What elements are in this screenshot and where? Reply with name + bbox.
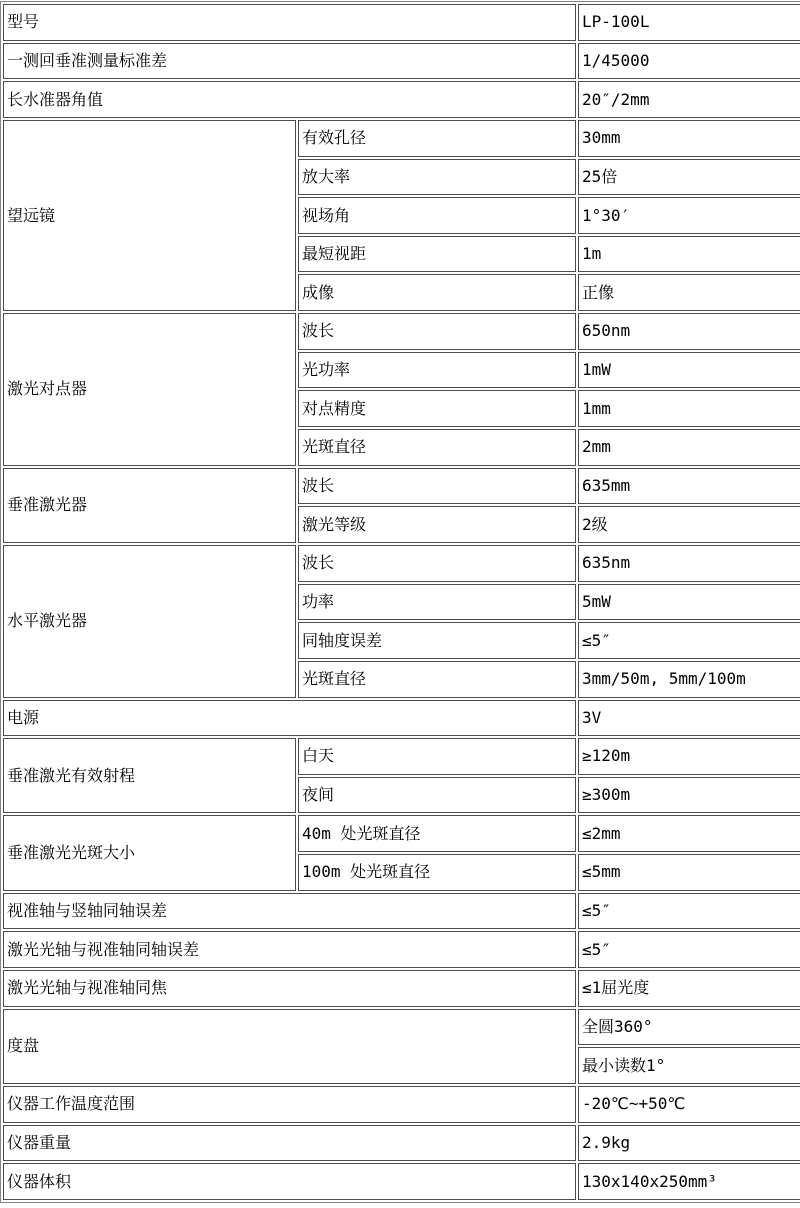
- spec-group-cell: 激光对点器: [3, 313, 296, 466]
- spec-value-cell: 650nm: [578, 313, 800, 350]
- spec-value-cell: ≤1屈光度: [578, 970, 800, 1007]
- spec-sub-cell: 最短视距: [298, 236, 576, 273]
- table-row: [3, 468, 800, 505]
- spec-sub-cell: 同轴度误差: [298, 622, 576, 659]
- table-row: [3, 893, 800, 930]
- spec-label-cell: 一测回垂准测量标准差: [3, 43, 576, 80]
- spec-sub-cell: 对点精度: [298, 390, 576, 427]
- spec-value-cell: 5mW: [578, 584, 800, 621]
- spec-value-cell: 635nm: [578, 545, 800, 582]
- spec-value-cell: LP-100L: [578, 4, 800, 41]
- spec-sub-cell: 成像: [298, 274, 576, 311]
- spec-value-cell: 最小读数1°: [578, 1047, 800, 1084]
- spec-label-cell: 仪器工作温度范围: [3, 1086, 576, 1123]
- spec-group-cell: 垂准激光器: [3, 468, 296, 543]
- table-row: [3, 545, 800, 582]
- spec-value-cell: 3mm/50m, 5mm/100m: [578, 661, 800, 698]
- spec-value-cell: 1mW: [578, 352, 800, 389]
- table-row: [3, 970, 800, 1007]
- spec-label-cell: 视准轴与竖轴同轴误差: [3, 893, 576, 930]
- spec-sub-cell: 光斑直径: [298, 429, 576, 466]
- spec-value-cell: 1°30′: [578, 197, 800, 234]
- spec-sub-cell: 功率: [298, 584, 576, 621]
- spec-value-cell: 2mm: [578, 429, 800, 466]
- table-row: [3, 4, 800, 41]
- spec-sub-cell: 放大率: [298, 159, 576, 196]
- spec-label-cell: 激光光轴与视准轴同轴误差: [3, 931, 576, 968]
- table-row: [3, 931, 800, 968]
- spec-sub-cell: 光功率: [298, 352, 576, 389]
- spec-label-cell: 激光光轴与视准轴同焦: [3, 970, 576, 1007]
- spec-sub-cell: 有效孔径: [298, 120, 576, 157]
- spec-value-cell: 635mm: [578, 468, 800, 505]
- table-row: [3, 1009, 800, 1046]
- spec-sub-cell: 波长: [298, 468, 576, 505]
- spec-value-cell: 1mm: [578, 390, 800, 427]
- spec-sub-cell: 夜间: [298, 777, 576, 814]
- spec-sub-cell: 激光等级: [298, 506, 576, 543]
- spec-value-cell: 1/45000: [578, 43, 800, 80]
- spec-value-cell: 1m: [578, 236, 800, 273]
- spec-value-cell: ≥300m: [578, 777, 800, 814]
- spec-value-cell: 2.9kg: [578, 1125, 800, 1162]
- spec-value-cell: 130x140x250mm³: [578, 1163, 800, 1200]
- table-row: [3, 1163, 800, 1200]
- table-row: [3, 700, 800, 737]
- spec-value-cell: 2级: [578, 506, 800, 543]
- spec-value-cell: ≤5″: [578, 893, 800, 930]
- table-row: [3, 313, 800, 350]
- spec-value-cell: 正像: [578, 274, 800, 311]
- spec-group-cell: 望远镜: [3, 120, 296, 311]
- spec-label-cell: 型号: [3, 4, 576, 41]
- table-row: [3, 738, 800, 775]
- spec-sub-cell: 光斑直径: [298, 661, 576, 698]
- spec-value-cell: 3V: [578, 700, 800, 737]
- table-row: [3, 81, 800, 118]
- spec-label-cell: 仪器重量: [3, 1125, 576, 1162]
- spec-sub-cell: 波长: [298, 313, 576, 350]
- table-row: [3, 1125, 800, 1162]
- spec-group-cell: 垂准激光有效射程: [3, 738, 296, 813]
- spec-group-cell: 水平激光器: [3, 545, 296, 698]
- spec-value-cell: 30mm: [578, 120, 800, 157]
- spec-value-cell: ≤5mm: [578, 854, 800, 891]
- table-row: [3, 815, 800, 852]
- spec-value-cell: 全圆360°: [578, 1009, 800, 1046]
- spec-group-cell: 垂准激光光斑大小: [3, 815, 296, 890]
- spec-label-cell: 仪器体积: [3, 1163, 576, 1200]
- spec-table: [0, 1, 800, 1203]
- spec-sub-cell: 波长: [298, 545, 576, 582]
- spec-value-cell: -20℃~+50℃: [578, 1086, 800, 1123]
- spec-label-cell: 电源: [3, 700, 576, 737]
- spec-value-cell: ≥120m: [578, 738, 800, 775]
- spec-sub-cell: 视场角: [298, 197, 576, 234]
- spec-label-cell: 度盘: [3, 1009, 576, 1084]
- spec-value-cell: ≤5″: [578, 622, 800, 659]
- spec-value-cell: ≤2mm: [578, 815, 800, 852]
- table-row: [3, 43, 800, 80]
- table-row: [3, 1086, 800, 1123]
- spec-sub-cell: 40m 处光斑直径: [298, 815, 576, 852]
- spec-value-cell: 20″/2mm: [578, 81, 800, 118]
- spec-sub-cell: 白天: [298, 738, 576, 775]
- spec-value-cell: ≤5″: [578, 931, 800, 968]
- table-row: [3, 120, 800, 157]
- spec-label-cell: 长水准器角值: [3, 81, 576, 118]
- spec-value-cell: 25倍: [578, 159, 800, 196]
- spec-sub-cell: 100m 处光斑直径: [298, 854, 576, 891]
